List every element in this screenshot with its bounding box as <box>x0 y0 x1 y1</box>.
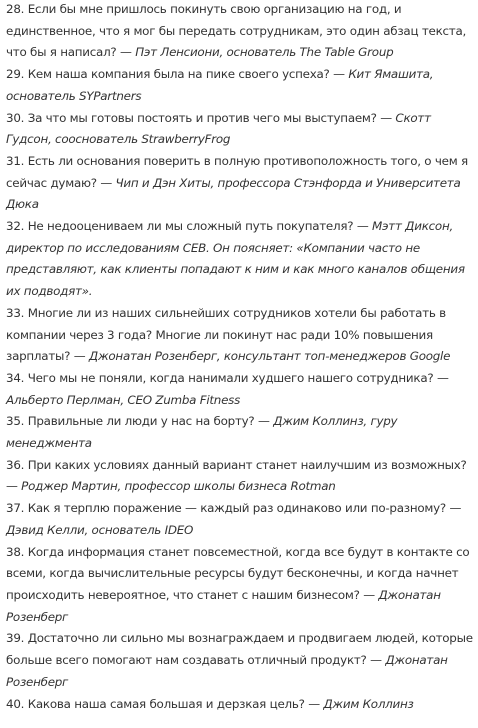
question-text: 29. Кем наша компания была на пике своего успеха? — <box>6 67 349 82</box>
article-body <box>6 0 476 715</box>
list-item-29 <box>6 64 476 107</box>
author-attribution: Джим Коллинз, гуру менеджмента <box>6 414 398 451</box>
author-attribution: Роджер Мартин, профессор школы бизнеса Rotman <box>21 479 336 494</box>
list-item-40 <box>6 694 476 716</box>
author-attribution: Джонатан Розенберг <box>6 653 448 689</box>
question-text: 34. Чего мы не поняли, когда нанимали худшего нашего сотрудника? — <box>6 370 449 385</box>
list-item-37 <box>6 498 476 541</box>
author-attribution: Мэтт Диксон, директор по исследованиям CEB. Он поясняет: «Компании часто не представляют, как клиенты попадают к ним и как много каналов общения их подводят». <box>6 219 465 299</box>
author-attribution: Скотт Гудсон, сооснователь StrawberryFrog <box>6 110 431 147</box>
question-text: 30. За что мы готовы постоять и против чего мы выступаем? — <box>6 110 396 125</box>
author-attribution: Джонатан Розенберг, консультант топ-менеджеров Google <box>88 349 451 364</box>
question-text: 31. Есть ли основания поверить в полную противоположность того, о чем я сейчас думаю? — <box>6 153 468 190</box>
author-attribution: Джонатан Розенберг <box>6 587 441 624</box>
question-text: 32. Не недооцениваем ли мы сложный путь покупателя? — <box>6 219 373 234</box>
author-attribution: Дэвид Келли, основатель IDEO <box>6 522 194 537</box>
author-attribution: Чип и Дэн Хиты, профессора Стэнфорда и Университета Дюка <box>6 175 461 212</box>
question-text: 38. Когда информация станет повсеместной, когда все будут в контакте со всеми, когда вычислительные ресурсы будут бесконечны, и когда начнет происходить невероятное, что станет с нашим бизнесом? — <box>6 544 470 602</box>
author-attribution: Альберто Перлман, CEO Zumba Fitness <box>6 392 241 407</box>
author-attribution: Кит Ямашита, основатель SYPartners <box>6 67 434 103</box>
question-text: 36. При каких условиях данный вариант станет наилучшим из возможных? — <box>6 457 467 494</box>
question-text: 35. Правильные ли люди у нас на борту? — <box>6 414 274 429</box>
question-text: 39. Достаточно ли сильно мы вознаграждаем и продвигаем людей, которые больше всего помогают нам создавать отличный продукт? — <box>6 631 473 668</box>
author-attribution: Пэт Ленсиони, основатель The Table Group <box>135 45 394 60</box>
list-item-34 <box>6 368 476 411</box>
list-item-38 <box>6 542 476 629</box>
list-item-28 <box>6 0 476 64</box>
question-text: 28. Если бы мне пришлось покинуть свою организацию на год, и единственное, что я мог бы передать сотрудникам, это один абзац текста, что бы я написал? — <box>6 2 467 60</box>
list-item-35 <box>6 411 476 454</box>
list-item-30 <box>6 108 476 151</box>
question-text: 40. Какова наша самая большая и дерзкая цель? — <box>6 696 324 711</box>
list-item-36 <box>6 455 476 498</box>
question-text: 37. Как я терплю поражение — каждый раз одинаково или по-разному? — <box>6 501 462 516</box>
author-attribution: Джим Коллинз <box>323 696 414 711</box>
list-item-33 <box>6 303 476 368</box>
list-item-31 <box>6 151 476 216</box>
list-item-32 <box>6 216 476 303</box>
question-text: 33. Многие ли из наших сильнейших сотрудников хотели бы работать в компании через 3 года? Многие ли покинут нас ради 10% повышения зарплаты? — <box>6 305 446 364</box>
list-item-39 <box>6 628 476 693</box>
